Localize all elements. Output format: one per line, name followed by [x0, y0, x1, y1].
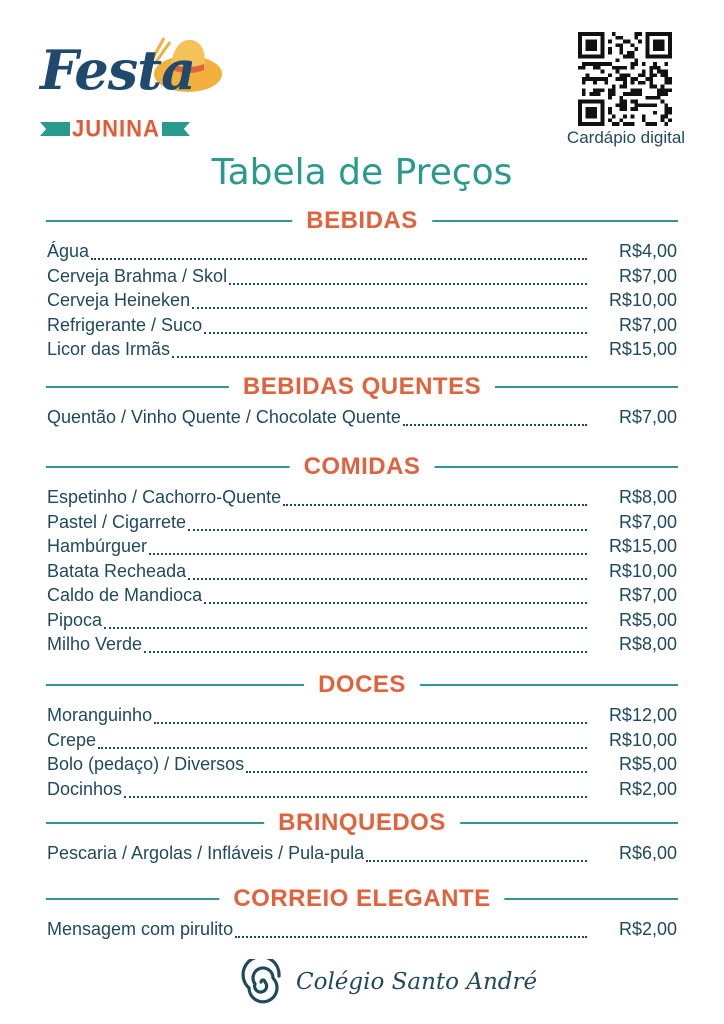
dot-leader	[188, 578, 587, 580]
menu-item	[47, 919, 677, 943]
qr-caption: Cardápio digital	[566, 128, 686, 147]
dot-leader	[188, 529, 587, 531]
item-name: Água	[47, 241, 90, 261]
dot-leader	[144, 651, 587, 653]
menu-item	[47, 407, 677, 431]
section-header	[46, 884, 678, 914]
dot-leader	[204, 602, 587, 604]
item-name: Cerveja Heineken	[47, 290, 191, 310]
item-price: R$6,00	[618, 843, 677, 863]
item-name: Caldo de Mandioca	[47, 585, 203, 605]
dot-leader	[204, 332, 587, 334]
item-price: R$2,00	[618, 919, 677, 939]
logo-junina-text: JUNINA	[72, 114, 160, 143]
item-price: R$7,00	[618, 265, 677, 286]
dot-leader	[172, 356, 587, 358]
festa-junina-logo	[36, 30, 226, 150]
item-name: Pescaria / Argolas / Infláveis / Pula-pula	[47, 843, 365, 863]
menu-item	[47, 487, 677, 511]
item-price: R$2,00	[618, 778, 677, 799]
item-price: R$8,00	[618, 487, 677, 507]
item-name: Espetinho / Cachorro-Quente	[47, 487, 282, 507]
menu-item	[47, 730, 677, 754]
dot-leader	[91, 258, 587, 260]
menu-item	[47, 512, 677, 536]
item-price: R$7,00	[618, 585, 677, 605]
section-header	[46, 670, 678, 700]
logo-ribbon	[40, 116, 190, 142]
item-price: R$10,00	[608, 729, 677, 750]
section-header	[46, 372, 678, 402]
item-price: R$7,00	[618, 511, 677, 532]
item-price: R$5,00	[618, 754, 677, 774]
logo-festa-text: Festa	[40, 38, 196, 102]
item-name: Pipoca	[47, 609, 103, 630]
item-name: Bolo (pedaço) / Diversos	[47, 754, 245, 774]
dot-leader	[283, 504, 587, 506]
item-name: Moranguinho	[47, 705, 153, 725]
menu-item	[47, 634, 677, 658]
dot-leader	[98, 747, 587, 749]
dot-leader	[235, 936, 587, 938]
section-header	[46, 206, 678, 236]
section-title: BEBIDAS	[292, 206, 432, 236]
item-name: Docinhos	[47, 778, 123, 799]
item-name: Pastel / Cigarrete	[47, 511, 187, 532]
dot-leader	[104, 627, 587, 629]
menu-item	[47, 241, 677, 265]
menu-item	[47, 705, 677, 729]
menu-item	[47, 610, 677, 634]
item-name: Mensagem com pirulito	[47, 919, 234, 939]
spiral-logo-icon	[238, 959, 288, 1005]
item-price: R$8,00	[618, 634, 677, 654]
qr-code-icon[interactable]	[578, 32, 672, 126]
dot-leader	[149, 553, 587, 555]
dot-leader	[124, 796, 587, 798]
item-name: Batata Recheada	[47, 560, 187, 581]
item-price: R$4,00	[618, 241, 677, 261]
dot-leader	[192, 307, 587, 309]
item-name: Cerveja Brahma / Skol	[47, 265, 228, 286]
item-price: R$10,00	[608, 290, 677, 310]
item-name: Quentão / Vinho Quente / Chocolate Quente	[47, 407, 401, 427]
item-name: Licor das Irmãs	[47, 339, 171, 359]
menu-item	[47, 779, 677, 803]
menu-item	[47, 536, 677, 560]
item-price: R$10,00	[608, 560, 677, 581]
menu-item	[47, 585, 677, 609]
dot-leader	[154, 722, 587, 724]
section-title: COMIDAS	[290, 452, 435, 482]
item-name: Hambúrguer	[47, 536, 148, 556]
item-name: Refrigerante / Suco	[47, 314, 203, 335]
menu-item	[47, 843, 677, 867]
item-name: Milho Verde	[47, 634, 143, 654]
section-title: BRINQUEDOS	[264, 808, 460, 838]
item-price: R$5,00	[618, 609, 677, 630]
menu-item	[47, 339, 677, 363]
item-price: R$15,00	[608, 536, 677, 556]
item-price: R$7,00	[618, 407, 677, 427]
dot-leader	[229, 283, 587, 285]
dot-leader	[403, 424, 587, 426]
menu-item	[47, 266, 677, 290]
section-title: CORREIO ELEGANTE	[219, 884, 504, 914]
section-header	[46, 808, 678, 838]
menu-item	[47, 315, 677, 339]
item-price: R$12,00	[608, 705, 677, 725]
page-title: Tabela de Preços	[211, 152, 513, 193]
dot-leader	[366, 860, 587, 862]
item-price: R$15,00	[608, 339, 677, 359]
menu-item	[47, 561, 677, 585]
item-name: Crepe	[47, 729, 97, 750]
section-header	[46, 452, 678, 482]
footer	[238, 958, 537, 1006]
dot-leader	[246, 771, 587, 773]
section-title: DOCES	[304, 670, 420, 700]
section-title: BEBIDAS QUENTES	[229, 372, 495, 402]
item-price: R$7,00	[618, 314, 677, 335]
menu-item	[47, 754, 677, 778]
menu-item	[47, 290, 677, 314]
school-name: Colégio Santo André	[296, 969, 538, 995]
